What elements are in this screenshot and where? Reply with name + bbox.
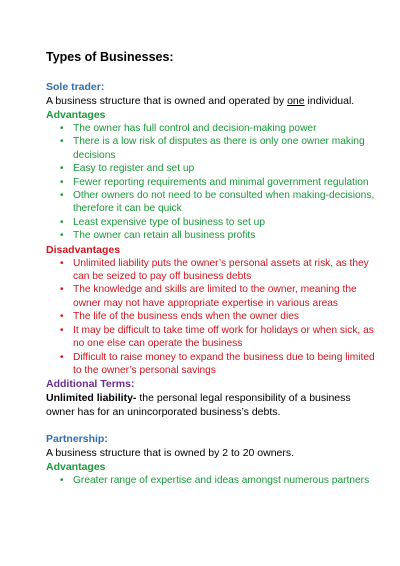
bullet-icon: •	[60, 216, 64, 228]
sole-trader-heading: Sole trader:	[46, 81, 105, 93]
definition-underlined-word: one	[287, 95, 305, 107]
partnership-heading: Partnership:	[46, 433, 108, 446]
partnership-advantages-heading: Advantages	[46, 461, 106, 474]
bullet-icon: •	[60, 136, 64, 148]
term-name: Unlimited liability-	[46, 392, 137, 405]
list-item: • Greater range of expertise and ideas amongst numerous partners	[60, 475, 370, 487]
sole-trader-advantages-heading: Advantages	[46, 109, 106, 121]
term-definition-text: the personal legal responsibility of a business owner has for an unincorporated business’s debts.	[46, 392, 351, 419]
partnership-definition: A business structure that is owned by 2 to 20 owners.	[46, 447, 295, 460]
sole-trader-disadvantages-heading: Disadvantages	[46, 243, 121, 256]
list-item: • There is a low risk of disputes as there is only one owner making decisions	[60, 136, 365, 161]
list-item: • Least expensive type of business to set up	[60, 216, 265, 228]
list-item: • Other owners do not need to be consulted when making-decisions, therefore it can be quick	[60, 190, 375, 215]
list-item: • The life of the business ends when the owner dies	[60, 311, 299, 323]
bullet-icon: •	[60, 176, 64, 188]
bullet-icon: •	[60, 284, 64, 296]
sole-trader-advantages-list	[46, 122, 400, 243]
definition-text-end: individual.	[304, 95, 355, 107]
list-item: • The owner has full control and decision-making power	[60, 123, 317, 134]
bullet-icon: •	[60, 123, 64, 134]
bullet-icon: •	[60, 163, 64, 175]
term-definition	[46, 391, 356, 419]
bullet-icon: •	[60, 324, 64, 336]
sole-trader-definition	[46, 94, 400, 108]
partnership-advantages-list	[46, 474, 400, 487]
list-item: • The owner can retain all business profits	[60, 230, 256, 242]
section-spacer	[46, 419, 400, 432]
sole-trader-disadvantages-list	[46, 257, 400, 378]
bullet-icon: •	[60, 475, 64, 487]
bullet-icon: •	[60, 257, 64, 269]
bullet-icon: •	[60, 311, 64, 323]
list-item: • It may be difficult to take time off work for holidays or when sick, as no one else can operate the business	[60, 324, 374, 350]
list-item: • Fewer reporting requirements and minimal government regulation	[60, 176, 369, 188]
definition-text-start: A business structure that is owned and operated by	[46, 95, 288, 107]
bullet-icon: •	[60, 230, 64, 242]
list-item: • Easy to register and set up	[60, 163, 195, 175]
list-item: • Unlimited liability puts the owner’s personal assets at risk, as they can be seized to pay off business debts	[60, 257, 369, 283]
page-title: Types of Businesses:	[46, 50, 174, 64]
bullet-icon: •	[60, 190, 64, 202]
list-item: • The knowledge and skills are limited to the owner, meaning the owner may not have appropriate expertise in various areas	[60, 284, 357, 309]
list-item: • Difficult to raise money to expand the business due to being limited to the owner’s personal savings	[60, 351, 375, 376]
bullet-icon: •	[60, 351, 64, 363]
additional-terms-heading: Additional Terms:	[46, 378, 135, 391]
